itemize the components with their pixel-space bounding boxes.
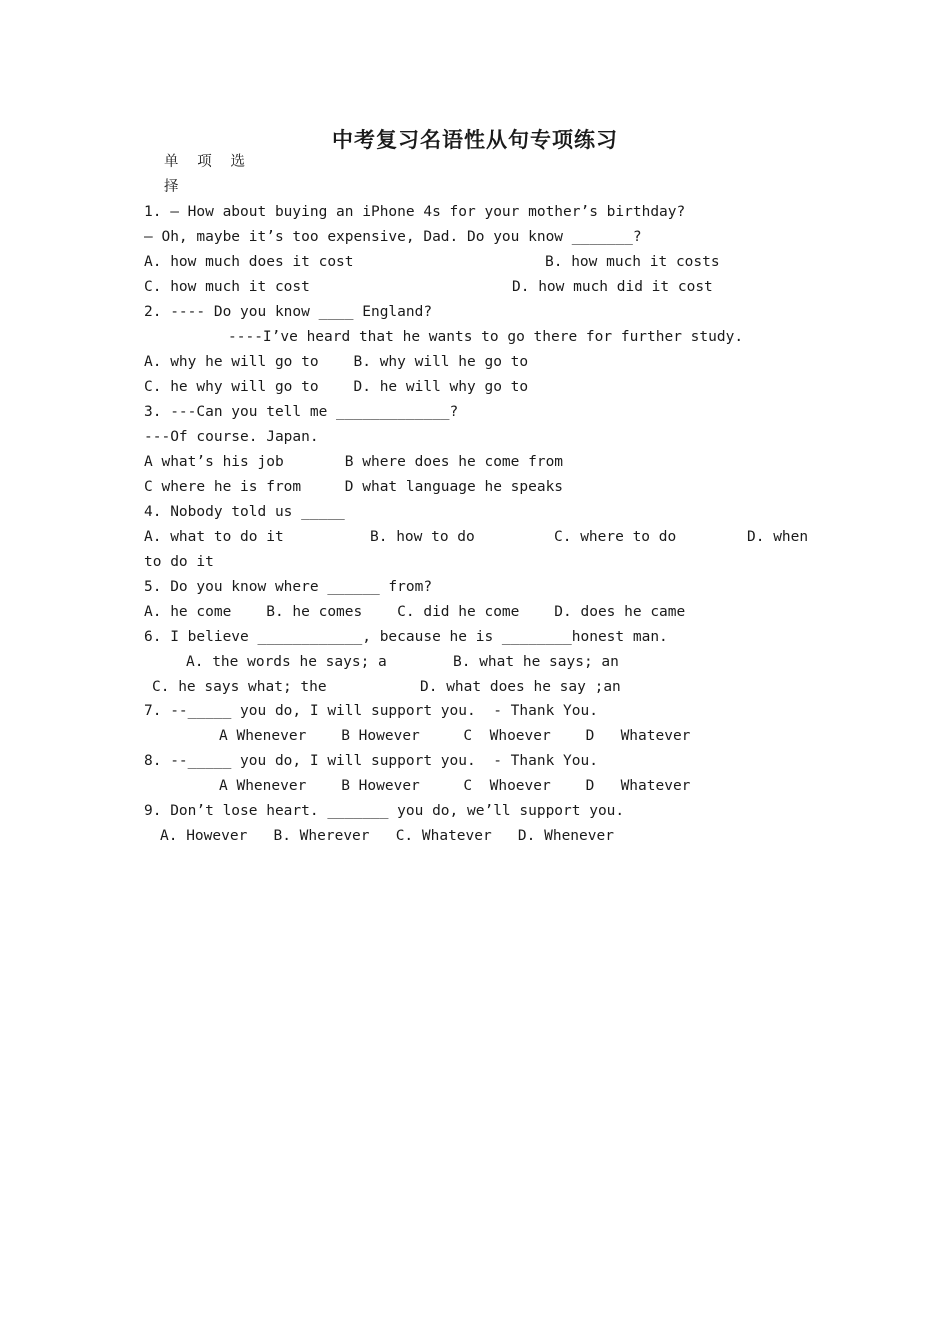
section-label-line-2: 择 [164,179,184,195]
question-1-stem: 1. — How about buying an iPhone 4s for your mother’s birthday? [144,204,686,220]
question-7-options: A Whenever B However C Whoever D Whatever [219,728,691,744]
question-5-stem: 5. Do you know where ______ from? [144,579,433,595]
question-9-stem: 9. Don’t lose heart. _______ you do, we’ll support you. [144,803,625,819]
question-3-stem: 3. ---Can you tell me _____________? [144,404,459,420]
question-4-stem: 4. Nobody told us _____ [144,504,345,520]
question-1-option-d: D. how much did it cost [512,279,713,295]
question-5-options: A. he come B. he comes C. did he come D. does he came [144,604,686,620]
question-2-stem: 2. ---- Do you know ____ England? [144,304,433,320]
question-6-option-b: B. what he says; an [453,654,619,670]
question-3-options-ab: A what’s his job B where does he come from [144,454,564,470]
question-8-options: A Whenever B However C Whoever D Whatever [219,778,691,794]
question-1-option-a: A. how much does it cost [144,254,354,270]
question-8-stem: 8. --_____ you do, I will support you. - Thank You. [144,753,598,769]
question-3-options-cd: C where he is from D what language he speaks [144,479,564,495]
question-4-option-b: B. how to do [370,529,475,545]
question-6-stem: 6. I believe ____________, because he is ________honest man. [144,629,668,645]
question-1-option-c: C. how much it cost [144,279,310,295]
question-1-reply: — Oh, maybe it’s too expensive, Dad. Do you know _______? [144,229,642,245]
question-6-option-c: C. he says what; the [152,679,327,695]
question-4-option-a: A. what to do it [144,529,284,545]
question-1-option-b: B. how much it costs [545,254,720,270]
question-2-options-ab: A. why he will go to B. why will he go to [144,354,529,370]
question-3-reply: ---Of course. Japan. [144,429,319,445]
question-4-option-d: D. when [747,529,809,545]
question-9-options: A. However B. Wherever C. Whatever D. Whenever [160,828,614,844]
question-2-options-cd: C. he why will go to D. he will why go to [144,379,529,395]
question-7-stem: 7. --_____ you do, I will support you. - Thank You. [144,703,598,719]
question-6-option-d: D. what does he say ;an [420,679,621,695]
page-title: 中考复习名语性从句专项练习 [332,127,618,152]
question-2-reply: ----I’ve heard that he wants to go there for further study. [228,329,744,345]
question-4-option-d-continued: to do it [144,554,214,570]
question-4-option-c: C. where to do [554,529,677,545]
section-label-line-1: 单 项 选 [164,154,250,170]
question-6-option-a: A. the words he says; a [186,654,387,670]
